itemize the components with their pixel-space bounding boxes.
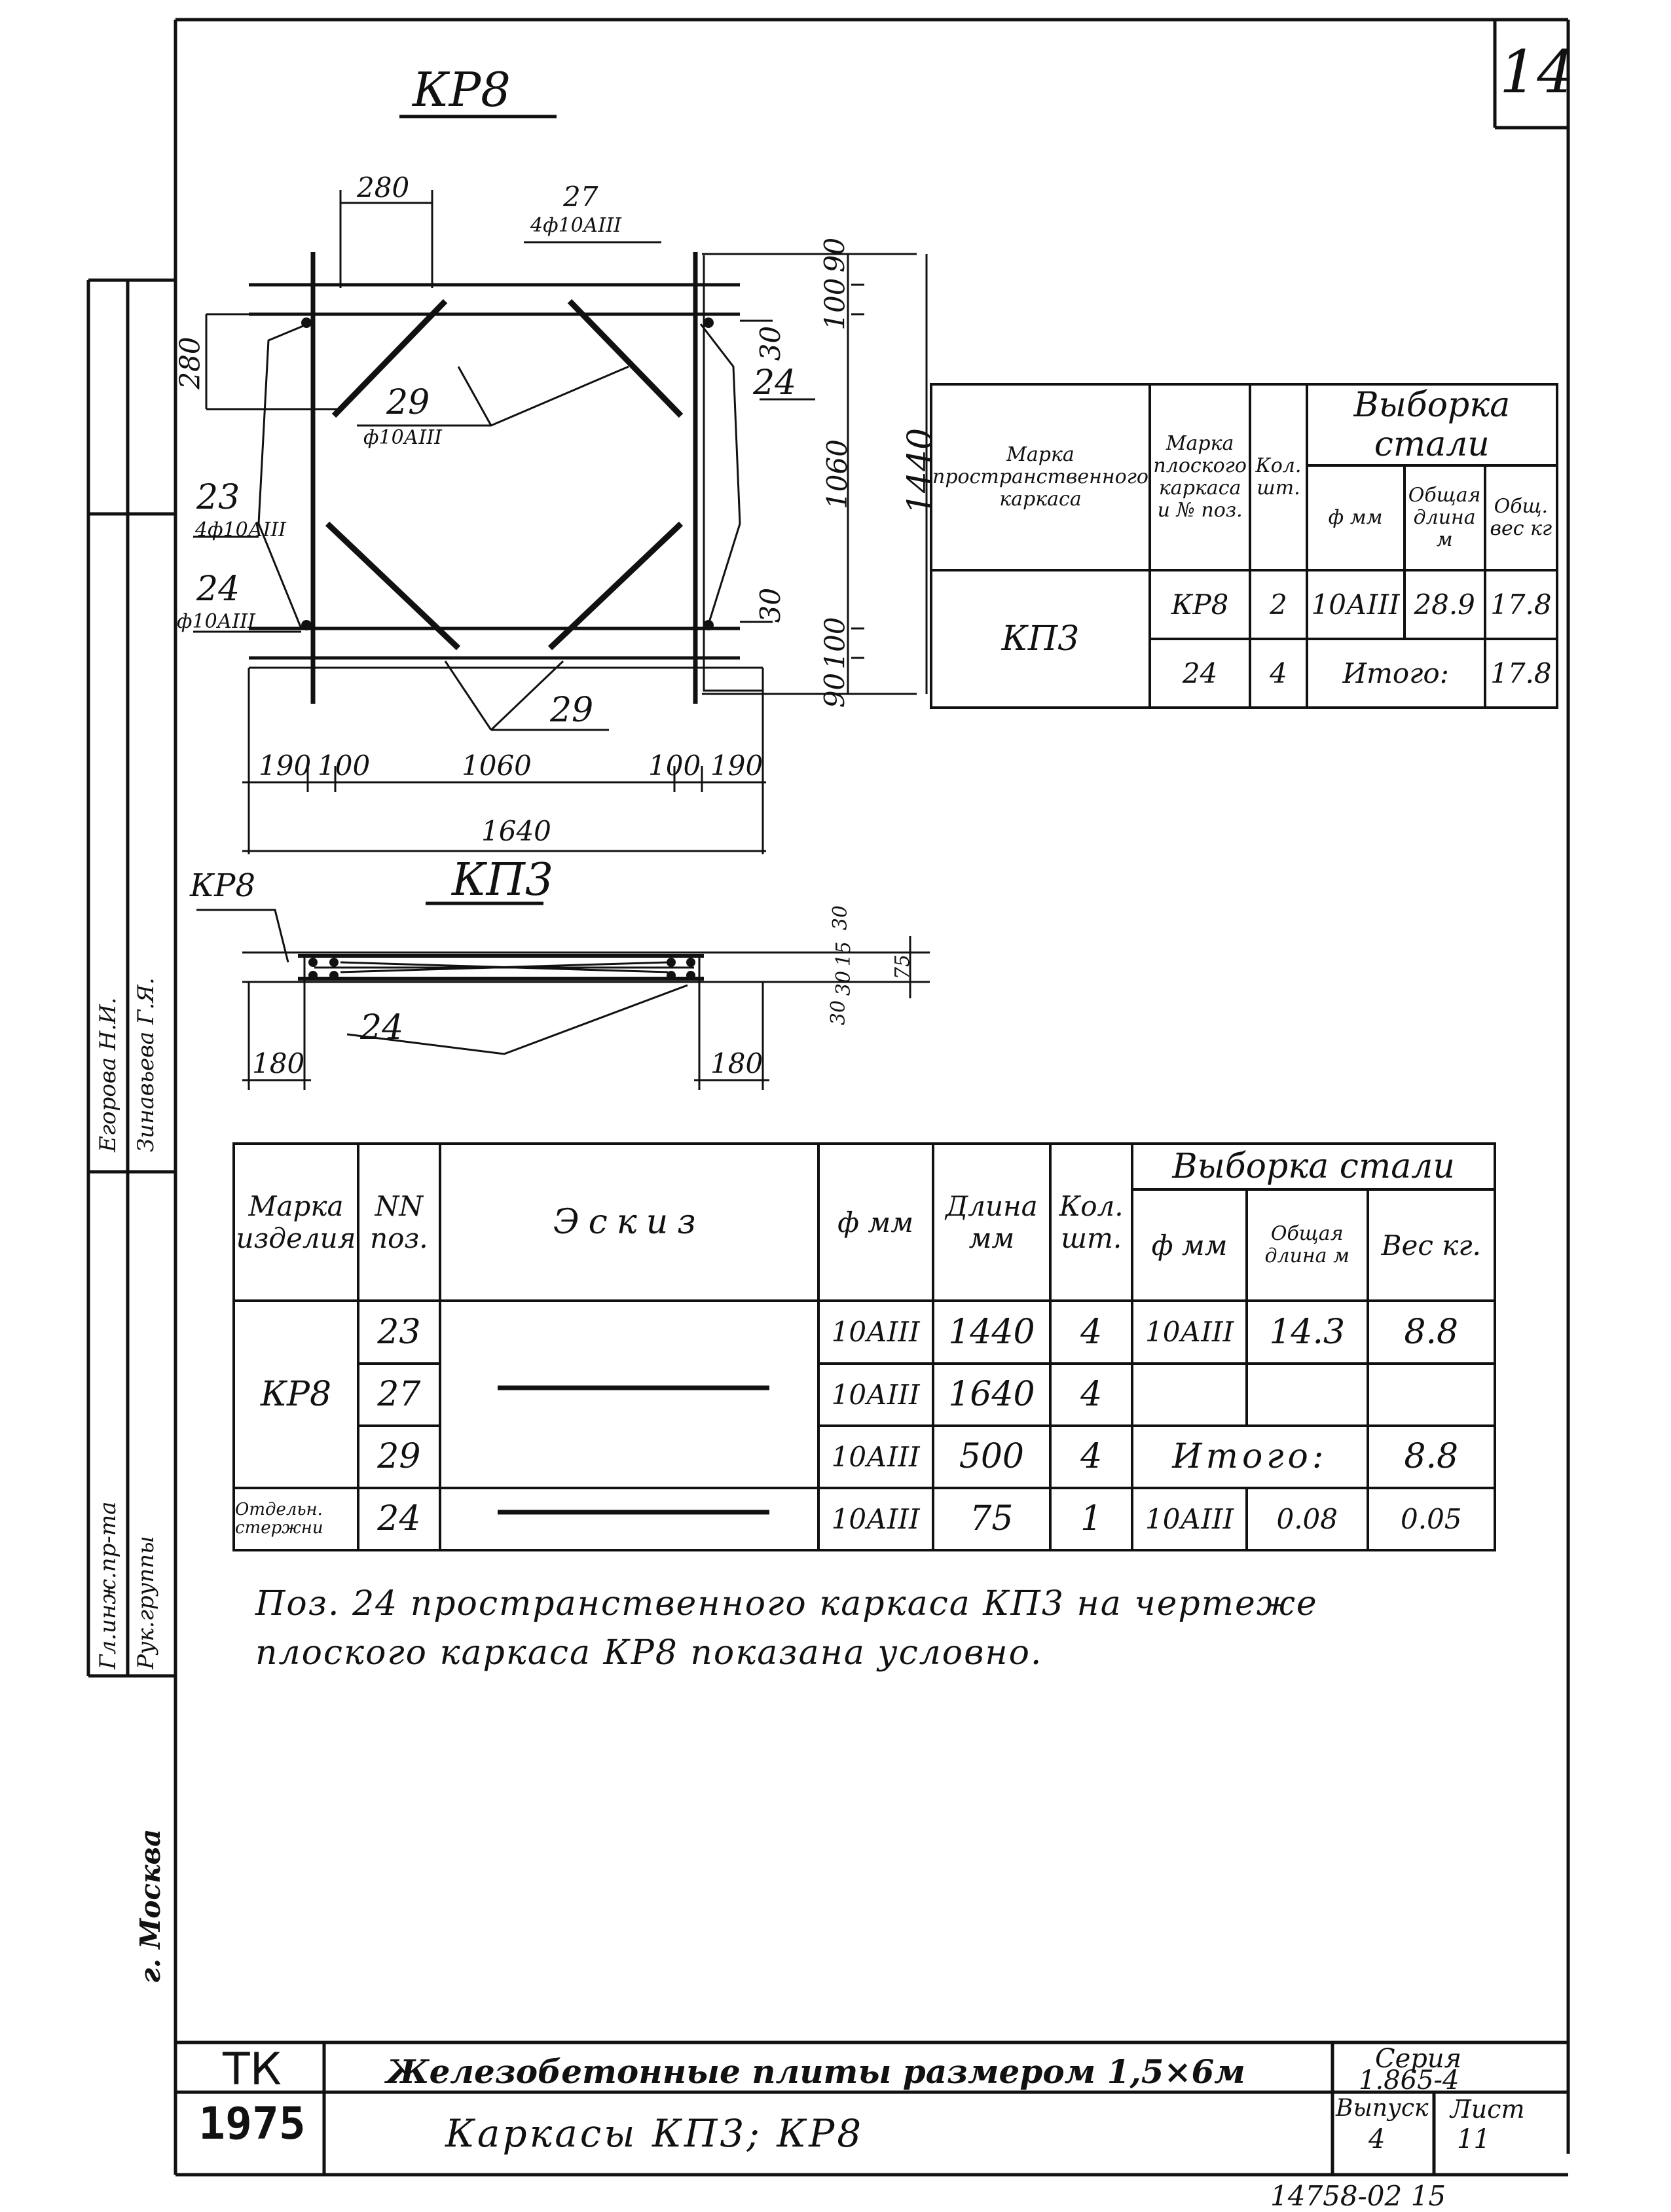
t1-r2-flat: 24 [1150, 639, 1250, 708]
t2-r2-qty: 4 [1050, 1426, 1132, 1488]
sdim-180-right: 180 [710, 1047, 763, 1079]
t2-sep-slen: 0.08 [1247, 1488, 1368, 1550]
t2-h-sketch: Эскиз [440, 1144, 818, 1301]
dim-29-bottom: 29 [550, 691, 594, 730]
section-ref-kr8: КР8 [190, 867, 255, 904]
dim-1060-horizontal: 1060 [462, 750, 532, 782]
dim-100-bottom: 100 [818, 617, 851, 670]
t1-r1-wt: 17.8 [1485, 570, 1557, 639]
sheet-value: 11 [1457, 2124, 1490, 2154]
sdim-30-low: 30 [827, 1000, 851, 1026]
t2-r2-swt: 8.8 [1368, 1426, 1495, 1488]
t2-r0-slen: 14.3 [1247, 1301, 1368, 1363]
dim-23-bar: 4ф10АIII [195, 518, 287, 541]
t2-r1-swt [1368, 1364, 1495, 1426]
t1-h-len: Общая длина м [1405, 465, 1485, 570]
dim-24-left: 24 [196, 570, 240, 609]
side-name-2: Зинавьева Г.Я. [133, 977, 159, 1152]
t2-r0-sdia: 10АIII [1132, 1301, 1247, 1363]
sheet-label: Лист [1450, 2095, 1525, 2124]
sdim-24: 24 [360, 1008, 404, 1047]
sdim-180-left: 180 [252, 1047, 305, 1079]
t2-r2-dia: 10АIII [818, 1426, 933, 1488]
t2-r1-pos: 27 [358, 1364, 440, 1426]
t2-r1-qty: 4 [1050, 1364, 1132, 1426]
dim-27: 27 [563, 181, 598, 213]
t2-r2-total: Итого: [1132, 1426, 1367, 1488]
dim-90-top: 90 [818, 237, 851, 273]
t1-r1-dia: 10АIII [1307, 570, 1405, 639]
sdim-75: 75 [891, 954, 915, 980]
issue-label: Выпуск [1336, 2095, 1429, 2122]
t1-h-qty: Кол. шт. [1250, 384, 1306, 570]
t1-h-mark-flat: Марка плоского каркаса и № поз. [1150, 384, 1250, 570]
t2-mark-kr8: КР8 [234, 1301, 358, 1487]
t2-h-slen: Общая длина м [1247, 1189, 1368, 1301]
sheet-number: 14 [1499, 38, 1575, 107]
t1-r2-qty: 4 [1250, 639, 1306, 708]
note-line-2: плоского каркаса КР8 показана условно. [255, 1633, 1043, 1673]
dim-1640: 1640 [481, 815, 551, 847]
table-row [234, 1488, 1495, 1550]
t2-sep-dia: 10АIII [818, 1488, 933, 1550]
table-spec-kr8 [232, 1142, 1496, 1551]
table-row [234, 1301, 1495, 1363]
dim-100-top: 100 [818, 278, 851, 331]
t2-sep-mark: Отдельн. стержни [234, 1488, 358, 1550]
t2-sep-sketch [440, 1488, 818, 1550]
t1-r2-wt: 17.8 [1485, 639, 1557, 708]
side-name-1: Егорова Н.И. [95, 997, 121, 1152]
title-main: Железобетонные плиты размером 1,5×6м [386, 2052, 1245, 2091]
dim-190-right: 190 [710, 750, 763, 782]
series-value: 1.865-4 [1359, 2065, 1460, 2095]
dim-27-bar: 4ф10АIII [530, 214, 622, 237]
dim-190-left: 190 [259, 750, 312, 782]
t1-h-dia: ф мм [1307, 465, 1405, 570]
footer-code: 14758-02 15 [1270, 2180, 1446, 2212]
t1-h-steel: Выборка стали [1307, 384, 1557, 465]
dim-29-bar: ф10АIII [363, 426, 442, 449]
dim-90-bottom: 90 [818, 672, 851, 708]
dim-30-bottom: 30 [754, 587, 787, 623]
title-year: 1975 [198, 2098, 306, 2150]
t1-r1-len: 28.9 [1405, 570, 1485, 639]
side-city: г. Москва [134, 1828, 166, 1984]
side-role-1: Гл.инж.пр-та [95, 1501, 121, 1669]
dim-24-bar: ф10АIII [177, 610, 255, 633]
t2-r0-len: 1440 [933, 1301, 1051, 1363]
t2-r1-slen [1247, 1364, 1368, 1426]
section-title: КП3 [452, 854, 554, 906]
dim-280-left: 280 [174, 336, 206, 390]
t1-h-mark-space: Марка пространственного каркаса [931, 384, 1150, 570]
table-row [234, 1364, 1495, 1426]
t2-h-sdia: ф мм [1132, 1189, 1247, 1301]
t1-r1-flat: КР8 [1150, 570, 1250, 639]
dim-23: 23 [196, 478, 240, 517]
t2-h-steel: Выборка стали [1132, 1144, 1495, 1189]
sdim-30-top: 30 [829, 905, 853, 931]
t2-r0-swt: 8.8 [1368, 1301, 1495, 1363]
t2-sep-sdia: 10АIII [1132, 1488, 1247, 1550]
t2-sep-len: 75 [933, 1488, 1051, 1550]
dim-100-right: 100 [648, 750, 701, 782]
t2-r2-pos: 29 [358, 1426, 440, 1488]
title-tk: ТК [223, 2044, 282, 2095]
table-steel-kp3 [930, 383, 1558, 709]
series-label: Серия [1375, 2044, 1462, 2074]
dim-24-right: 24 [753, 363, 797, 403]
t2-r1-sdia [1132, 1364, 1247, 1426]
sdim-15: 15 [832, 941, 856, 967]
t2-r1-len: 1640 [933, 1364, 1051, 1426]
t2-h-swt: Вес кг. [1368, 1189, 1495, 1301]
side-role-2: Рук.группы [133, 1536, 159, 1669]
dim-30-top: 30 [754, 325, 787, 361]
plan-title: КР8 [413, 62, 511, 117]
t1-r2-total: Итого: [1307, 639, 1485, 708]
sdim-30-mid: 30 [832, 970, 856, 996]
t2-sep-swt: 0.05 [1368, 1488, 1495, 1550]
title-sub: Каркасы КП3; КР8 [445, 2111, 864, 2156]
dim-29-top: 29 [386, 383, 430, 422]
t2-h-mark: Марка изделия [234, 1144, 358, 1301]
t2-r0-dia: 10АIII [818, 1301, 933, 1363]
t2-r0-pos: 23 [358, 1301, 440, 1363]
t2-sep-qty: 1 [1050, 1488, 1132, 1550]
t2-r0-qty: 4 [1050, 1301, 1132, 1363]
t1-r1-qty: 2 [1250, 570, 1306, 639]
t2-r2-len: 500 [933, 1426, 1051, 1488]
t2-h-pos: NN поз. [358, 1144, 440, 1301]
dim-100-left: 100 [318, 750, 371, 782]
dim-1060-vertical: 1060 [820, 439, 853, 509]
t2-h-len: Длина мм [933, 1144, 1051, 1301]
table-row [234, 1426, 1495, 1488]
t1-mark-kp3: КП3 [931, 570, 1150, 708]
t2-h-qty: Кол. шт. [1050, 1144, 1132, 1301]
t2-sketch-cell [440, 1301, 818, 1487]
issue-value: 4 [1368, 2124, 1386, 2154]
t2-r1-dia: 10АIII [818, 1364, 933, 1426]
dim-1440: 1440 [901, 427, 941, 515]
note-line-1: Поз. 24 пространственного каркаса КП3 на чертеже [255, 1584, 1318, 1623]
dim-280-top: 280 [357, 172, 410, 204]
t2-sep-pos: 24 [358, 1488, 440, 1550]
t2-h-dia: ф мм [818, 1144, 933, 1301]
t1-h-wt: Общ. вес кг [1485, 465, 1557, 570]
section-drawing-kp3 [196, 910, 930, 1090]
